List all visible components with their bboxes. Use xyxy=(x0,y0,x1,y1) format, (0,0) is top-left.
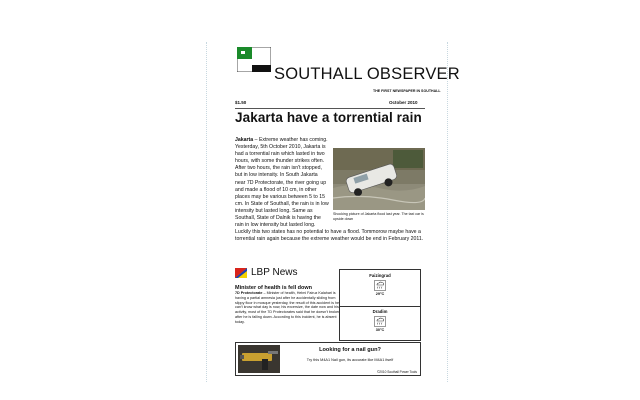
nail-gun-photo xyxy=(238,345,280,373)
lead-article xyxy=(235,137,425,243)
ad-copyright: ©2010 Southall Power Tools xyxy=(376,370,417,374)
photo-caption: Shocking picture of Jakarta flood last year. The taxi car is upside down xyxy=(333,212,424,221)
weather-item xyxy=(340,270,420,307)
issue-date: October 2010 xyxy=(389,100,418,105)
lead-dateline: Jakarta xyxy=(235,137,254,143)
lbp-subheadline: Minister of health is fell down xyxy=(235,285,313,291)
weather-item xyxy=(340,306,420,342)
lbp-section-title: LBP News xyxy=(251,267,298,278)
masthead-divider xyxy=(235,108,425,109)
cloud-rain-icon xyxy=(374,316,386,327)
weather-city: Dradim xyxy=(372,309,388,314)
lbp-flag-icon xyxy=(235,268,247,278)
masthead-title: SOUTHALL OBSERVER xyxy=(274,65,460,83)
lbp-body: – Minister of health, Helmi Fairuz Kalahari is having a partial amnesia just after he accidentally sliding from slippy floor in mosque yesterday, the result of this accident is he can't know what day is now, his excersize, the date now and his activity, most of the 7D Protectorates said that he doesn't broken after he is falling down. According to this incident, he is absent today. xyxy=(235,291,341,324)
weather-temp: 29°C xyxy=(375,292,385,296)
lead-body: – Extreme weather has coming. Yesterday, 5th October 2010, Jakarta is had a torrential rain which lasted in two hours, with some thunder strikes often. After two hours, the rain isn't stopped, but in low intensity. In South Jakarta near 7D Protectorate, the river going up and made a flood of 10 cm, in other places may be various between 5 to 15 cm. In State of Southall, the rain is in low intensity but lasted long. Same as Southall, State of Dalnik is having the rain in low intensity but lasted long. Luckily this two states has no potential to have a flood. Tommorow maybe have a torrential rain again because the extreme weather would be end in February 2011. xyxy=(235,137,424,243)
ad-text: Try this M4A1 Nail gun, its accurate like M4A1 itself xyxy=(306,358,394,362)
newspaper-page xyxy=(206,42,460,382)
nail-gun-ad xyxy=(235,342,421,376)
ad-title: Looking for a nail gun? xyxy=(319,347,381,353)
flood-photo xyxy=(333,148,425,210)
issue-price: $1.50 xyxy=(235,100,247,105)
southall-flag-logo xyxy=(237,47,271,72)
masthead-tagline: THE FIRST NEWSPAPER IN SOUTHALL xyxy=(373,89,441,93)
lead-headline: Jakarta have a torrential rain xyxy=(235,110,422,125)
weather-temp: 30°C xyxy=(375,328,385,332)
cloud-rain-icon xyxy=(374,280,386,291)
lead-photo-figure xyxy=(333,148,425,221)
weather-city: Faizingrad xyxy=(369,273,391,278)
lbp-dateline: 7D Protectorate xyxy=(235,291,263,295)
weather-box xyxy=(339,269,421,341)
lbp-article xyxy=(235,291,341,325)
